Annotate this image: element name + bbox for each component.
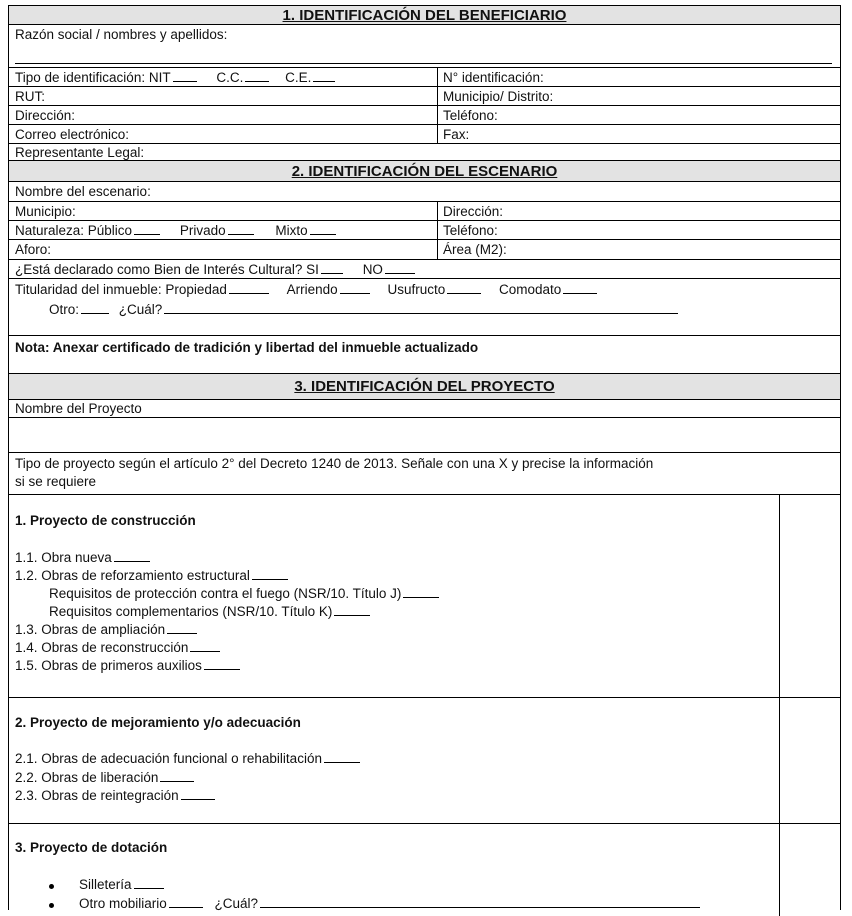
row-tipo-proyecto <box>9 453 840 495</box>
g1-item-reforzamiento: 1.2. Obras de reforzamiento estructural <box>15 568 250 583</box>
row-tipo-identificacion <box>9 68 840 87</box>
row-municipio-escenario <box>9 202 840 221</box>
cell-rut[interactable] <box>9 87 437 105</box>
label-razon-social: Razón social / nombres y apellidos: <box>15 27 228 42</box>
razon-social-line <box>15 63 832 64</box>
label-nombre-escenario: Nombre del escenario: <box>15 184 151 199</box>
section-3-header <box>9 374 840 400</box>
section-1-title: 1. IDENTIFICACIÓN DEL BENEFICIARIO <box>282 7 567 24</box>
label-ce: C.E. <box>285 70 312 85</box>
label-correo: Correo electrónico: <box>15 127 130 142</box>
g1-item-primeros-auxilios: 1.5. Obras de primeros auxilios <box>15 658 202 673</box>
g1-item-obra-nueva: 1.1. Obra nueva <box>15 550 112 565</box>
tipo-proyecto-line1: Tipo de proyecto según el artículo 2° del Decreto 1240 de 2013. Señale con una X y precise la información <box>15 456 654 471</box>
row-direccion <box>9 106 840 125</box>
g2-item-liberacion: 2.2. Obras de liberación <box>15 770 159 785</box>
g3-title: 3. Proyecto de dotación <box>15 840 168 855</box>
label-bic-si: ¿Está declarado como Bien de Interés Cultural? SI <box>15 262 319 277</box>
bullet-icon <box>49 884 54 889</box>
cell-direccion-escenario[interactable] <box>437 202 840 220</box>
row-rut <box>9 87 840 106</box>
g1-item-complementarios: Requisitos complementarios (NSR/10. Título K) <box>49 604 333 619</box>
label-titularidad-propiedad: Titularidad del inmueble: Propiedad <box>15 282 227 297</box>
label-bic-no: NO <box>362 262 383 277</box>
label-nombre-proyecto: Nombre del Proyecto <box>15 401 142 416</box>
label-direccion: Dirección: <box>15 108 76 123</box>
g1-item-reconstruccion: 1.4. Obras de reconstrucción <box>15 640 189 655</box>
row-bic[interactable] <box>9 260 840 279</box>
label-privado: Privado <box>179 223 226 238</box>
tipo-proyecto-line2: si se requiere <box>15 474 97 489</box>
row-naturaleza <box>9 221 840 240</box>
label-municipio: Municipio/ Distrito: <box>443 89 554 104</box>
row-titularidad[interactable] <box>9 279 840 336</box>
application-form <box>8 5 841 910</box>
cell-tipo-identificacion[interactable] <box>9 68 437 86</box>
label-tipo-id-nit: Tipo de identificación: NIT <box>15 70 171 85</box>
row-nombre-proyecto[interactable] <box>9 400 840 418</box>
row-correo <box>9 125 840 144</box>
section-3-title: 3. IDENTIFICACIÓN DEL PROYECTO <box>294 378 555 395</box>
bullet-icon <box>49 903 54 908</box>
row-aforo <box>9 240 840 260</box>
label-comodato: Comodato <box>499 282 562 297</box>
g1-item-proteccion-fuego: Requisitos de protección contra el fuego (NSR/10. Título J) <box>49 586 402 601</box>
mark-box-construccion[interactable] <box>779 495 840 697</box>
label-aforo: Aforo: <box>15 242 52 257</box>
label-rut: RUT: <box>15 89 45 104</box>
cell-direccion[interactable] <box>9 106 437 124</box>
cell-municipio-escenario[interactable] <box>9 202 437 220</box>
label-usufructo: Usufructo <box>387 282 446 297</box>
section-2-header <box>9 161 840 182</box>
g3-label-cual: ¿Cuál? <box>214 896 259 911</box>
label-area: Área (M2): <box>443 242 507 257</box>
mark-box-dotacion[interactable] <box>779 824 840 916</box>
label-n-identificacion: N° identificación: <box>443 70 544 85</box>
row-nombre-proyecto-blank[interactable] <box>9 418 840 453</box>
g1-item-ampliacion: 1.3. Obras de ampliación <box>15 622 166 637</box>
section-2-title: 2. IDENTIFICACIÓN DEL ESCENARIO <box>291 163 558 180</box>
mark-box-mejoramiento[interactable] <box>779 698 840 823</box>
cell-area[interactable] <box>437 240 840 259</box>
section-1-header <box>9 6 840 25</box>
label-fax: Fax: <box>443 127 470 142</box>
cell-correo[interactable] <box>9 125 437 143</box>
label-cual: ¿Cuál? <box>118 302 163 317</box>
cell-municipio[interactable] <box>437 87 840 105</box>
label-representante: Representante Legal: <box>15 145 145 160</box>
label-naturaleza-publico: Naturaleza: Público <box>15 223 133 238</box>
cell-naturaleza[interactable] <box>9 221 437 239</box>
g2-title: 2. Proyecto de mejoramiento y/o adecuación <box>15 715 301 730</box>
cell-n-identificacion[interactable] <box>437 68 840 86</box>
group-proyecto-mejoramiento <box>9 698 840 824</box>
label-direccion-escenario: Dirección: <box>443 204 504 219</box>
label-telefono: Teléfono: <box>443 108 498 123</box>
nota-text: Nota: Anexar certificado de tradición y libertad del inmueble actualizado <box>15 340 479 355</box>
g1-title: 1. Proyecto de construcción <box>15 513 196 528</box>
group-proyecto-dotacion <box>9 824 840 916</box>
row-representante[interactable] <box>9 144 840 161</box>
g3-item-otro-mobiliario: Otro mobiliario <box>79 896 167 911</box>
label-cc: C.C. <box>216 70 244 85</box>
cell-aforo[interactable] <box>9 240 437 259</box>
label-municipio-escenario: Municipio: <box>15 204 76 219</box>
label-telefono-escenario: Teléfono: <box>443 223 498 238</box>
g2-item-adecuacion: 2.1. Obras de adecuación funcional o rehabilitación <box>15 751 322 766</box>
label-mixto: Mixto <box>275 223 308 238</box>
cell-telefono[interactable] <box>437 106 840 124</box>
group-proyecto-construccion <box>9 495 840 698</box>
cell-fax[interactable] <box>437 125 840 143</box>
g3-item-silleteria: Silletería <box>79 877 132 892</box>
label-otro: Otro: <box>49 302 80 317</box>
g2-item-reintegracion: 2.3. Obras de reintegración <box>15 788 179 803</box>
row-nombre-escenario[interactable] <box>9 182 840 202</box>
row-nota <box>9 336 840 374</box>
cell-telefono-escenario[interactable] <box>437 221 840 239</box>
label-arriendo: Arriendo <box>286 282 338 297</box>
row-razon-social[interactable] <box>9 25 840 68</box>
